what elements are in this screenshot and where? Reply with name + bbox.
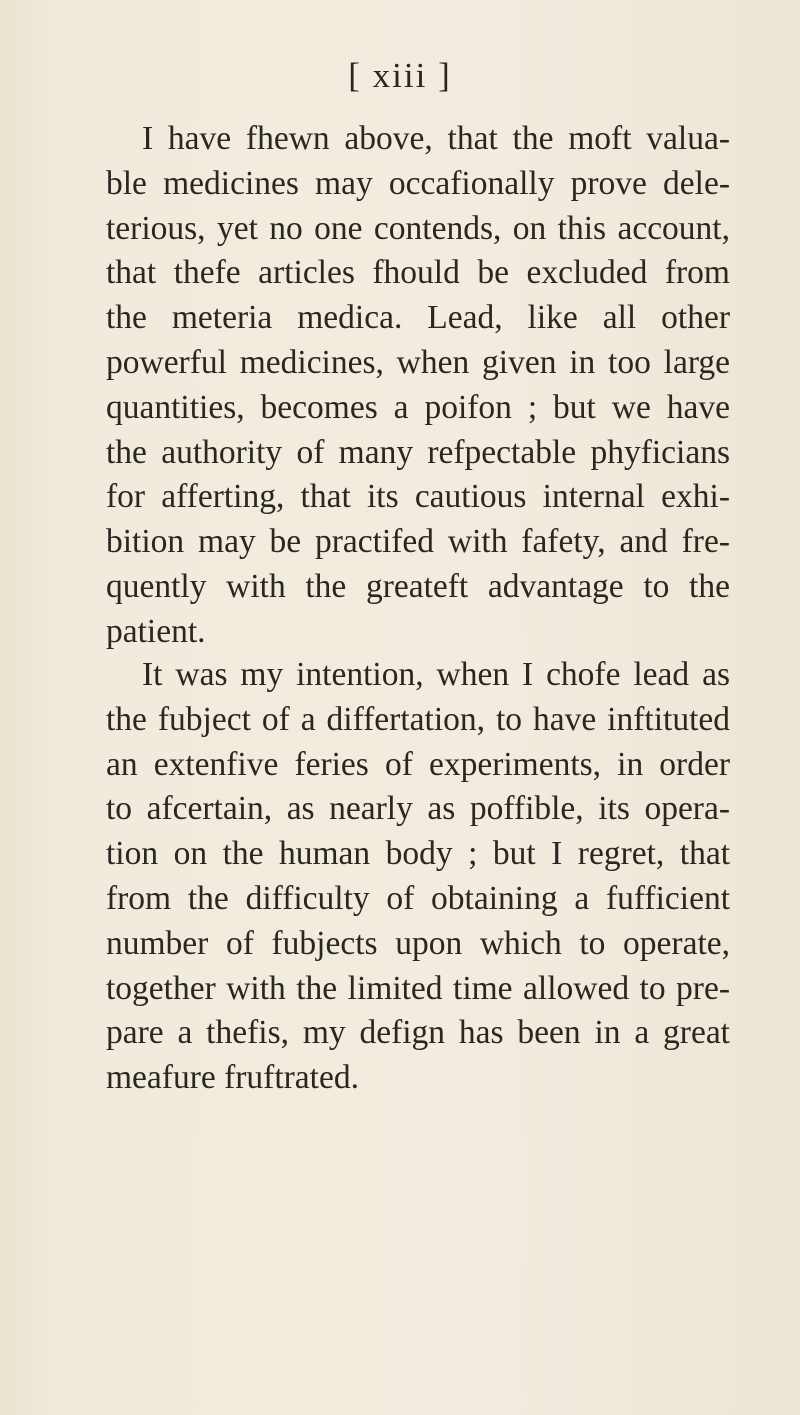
- text-line: ble medicines may occafionally prove dele-: [106, 164, 730, 202]
- text-line: the authority of many refpectable phyficians: [106, 433, 730, 471]
- text-line: I have fhewn above, that the moft valua-: [142, 120, 730, 157]
- paragraph-2: [106, 653, 730, 1101]
- text-line: terious, yet no one contends, on this account,: [106, 209, 730, 247]
- page-number: [ xiii ]: [348, 56, 452, 95]
- paragraph-1: [106, 117, 730, 655]
- text-line: bition may be practifed with fafety, and fre-: [106, 523, 730, 561]
- text-line: the meteria medica. Lead, like all other: [106, 299, 730, 337]
- text-line: quently with the greateft advantage to the: [106, 567, 730, 605]
- text-line: quantities, becomes a poifon ; but we have: [106, 388, 730, 426]
- text-line: together with the limited time allowed to pre-: [106, 969, 730, 1007]
- text-line: an extenfive feries of experiments, in order: [106, 745, 730, 783]
- text-line: tion on the human body ; but I regret, that: [106, 835, 730, 873]
- text-line: that thefe articles fhould be excluded from: [106, 254, 730, 292]
- text-line: pare a thefis, my defign has been in a great: [106, 1014, 730, 1052]
- text-line: to afcertain, as nearly as poffible, its opera-: [106, 790, 730, 828]
- text-line: the fubject of a differtation, to have inftituted: [106, 700, 730, 738]
- text-line: powerful medicines, when given in too large: [106, 343, 730, 381]
- text-line: meafure fruftrated.: [106, 1059, 359, 1097]
- text-line: number of fubjects upon which to operate,: [106, 924, 730, 962]
- text-line: It was my intention, when I chofe lead as: [142, 656, 730, 693]
- text-line: patient.: [106, 612, 206, 650]
- text-line: from the difficulty of obtaining a fufficient: [106, 879, 730, 917]
- text-line: for afferting, that its cautious internal exhi-: [106, 478, 730, 516]
